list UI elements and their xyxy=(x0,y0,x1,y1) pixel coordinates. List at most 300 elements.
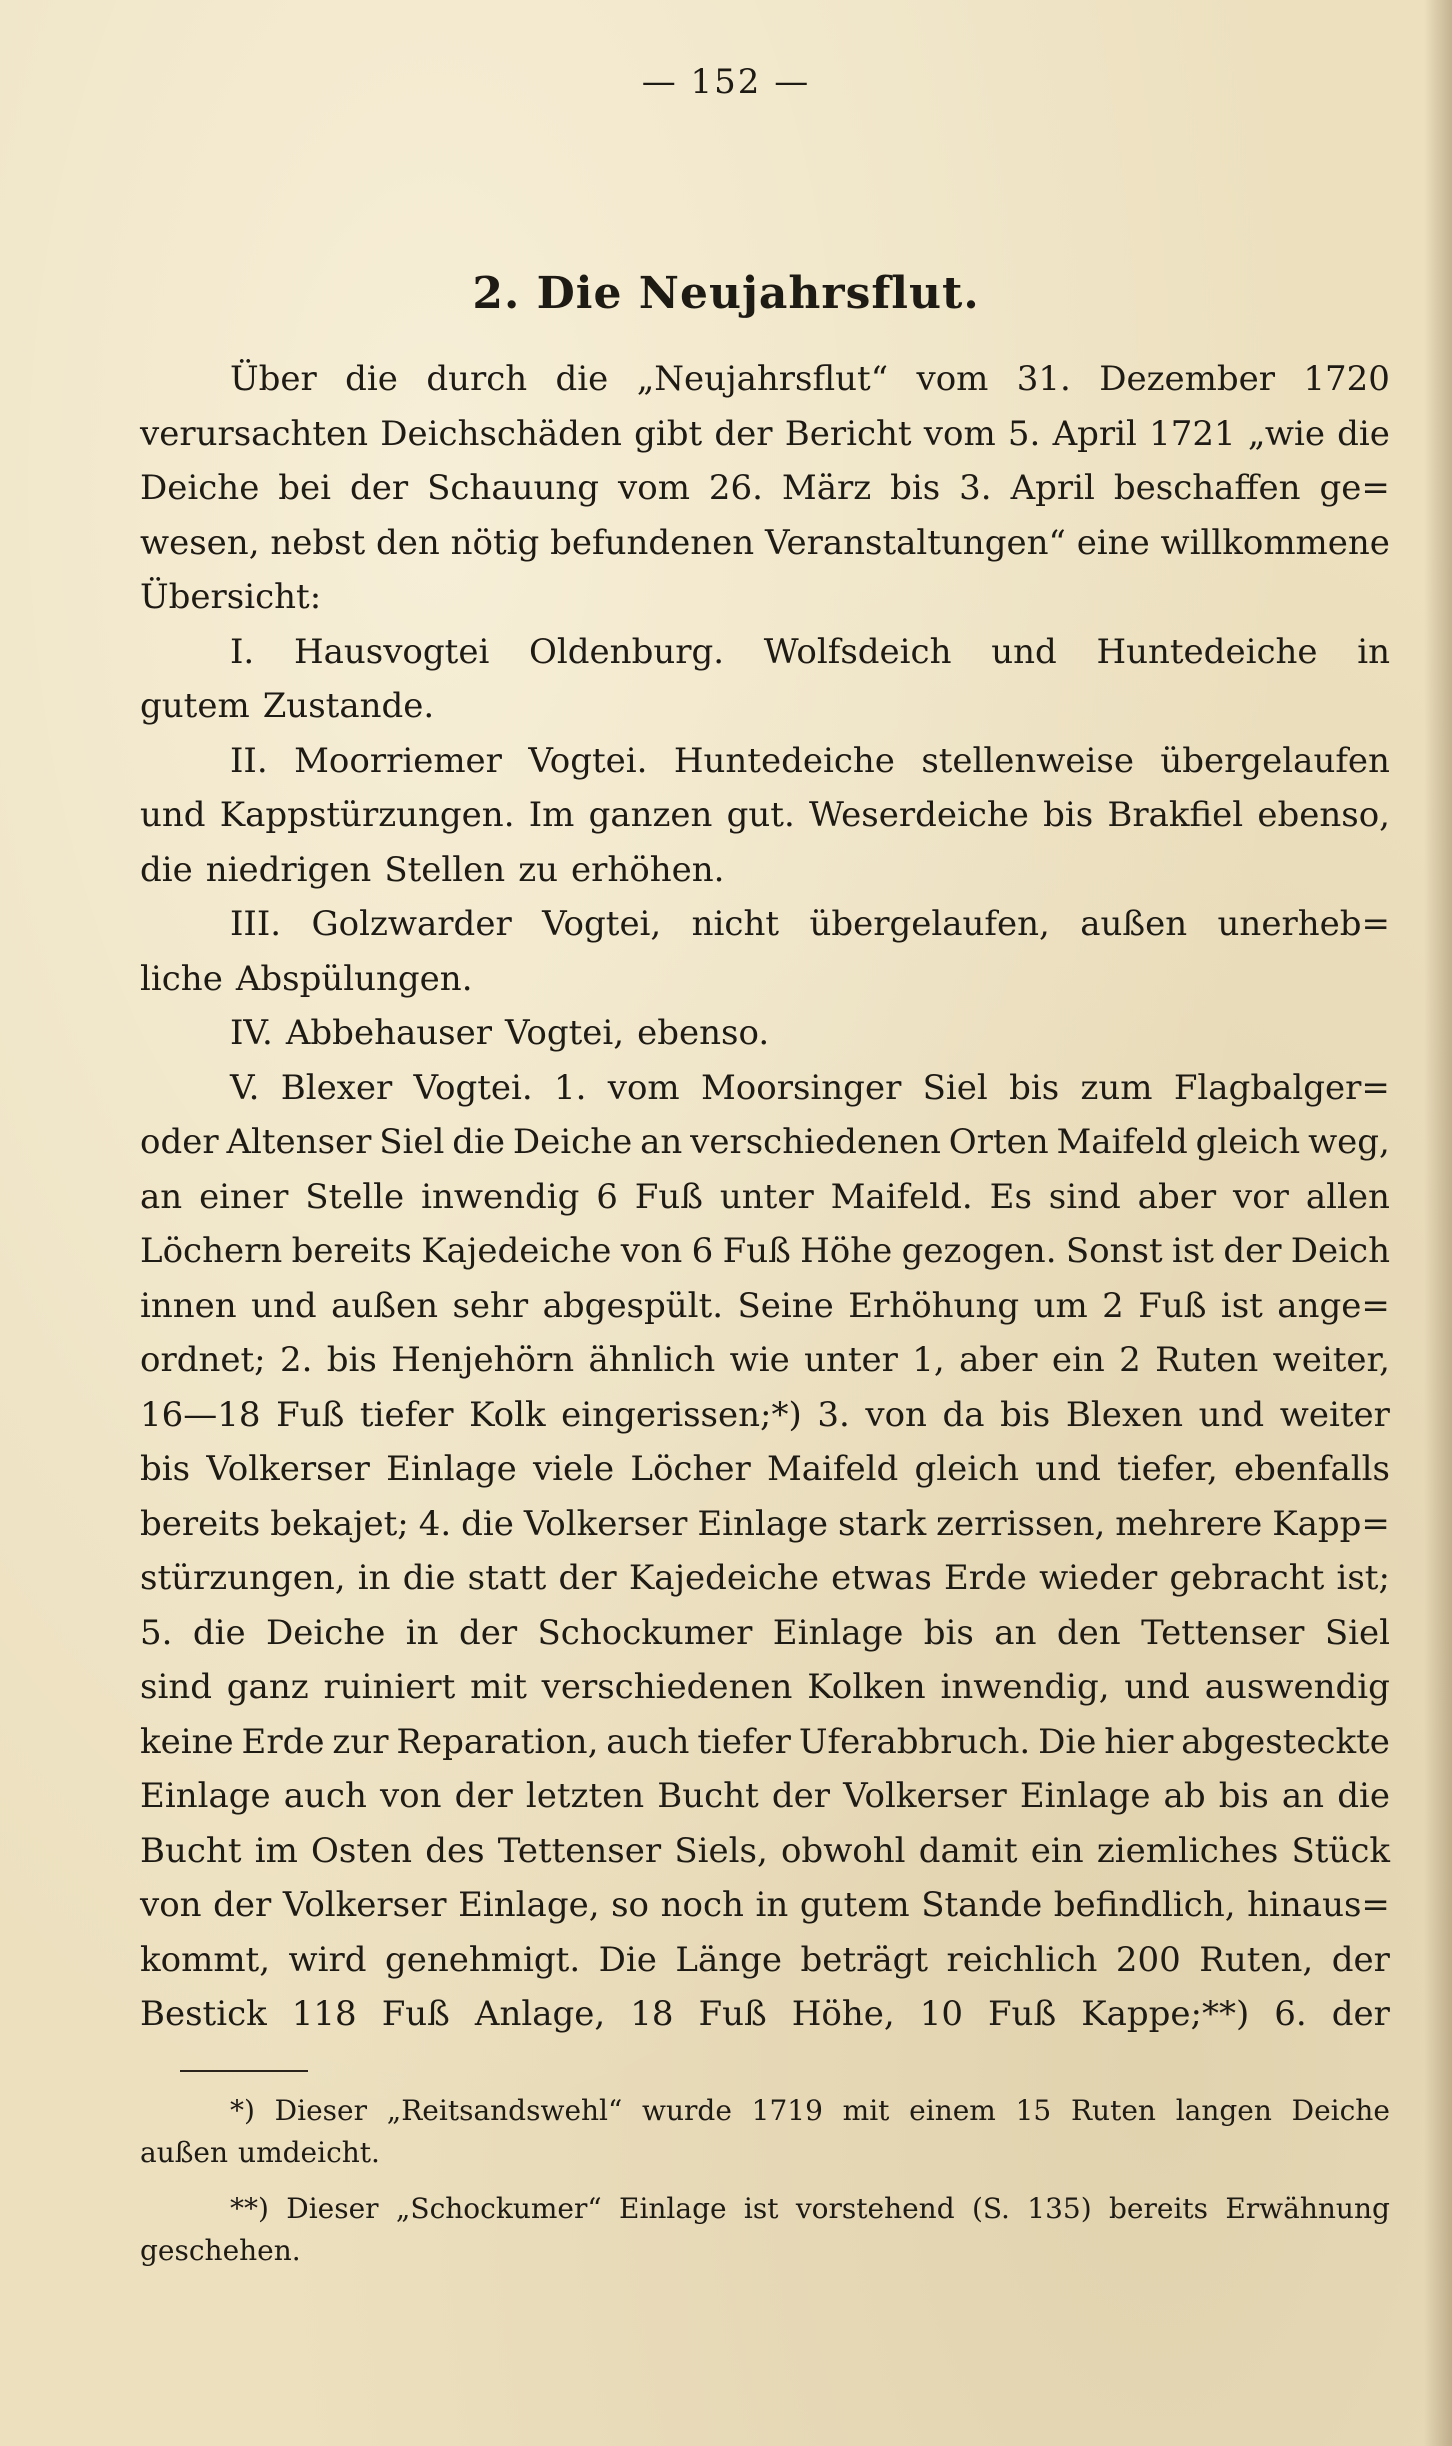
word: die xyxy=(1337,413,1390,454)
word: Ruten, xyxy=(1199,1939,1314,1980)
text-line xyxy=(140,1769,1390,1824)
word: ebenso. xyxy=(637,1013,770,1053)
word: Stück xyxy=(1291,1830,1390,1871)
word: Ruten xyxy=(1155,1340,1259,1380)
word: Volkerser xyxy=(282,1885,447,1925)
word: Vogtei. xyxy=(528,740,648,781)
word: 200 xyxy=(1115,1939,1181,1980)
word: die xyxy=(452,1122,506,1162)
word: des xyxy=(425,1830,485,1871)
word: April xyxy=(1052,413,1137,454)
word: oder xyxy=(140,1122,219,1162)
word: ein xyxy=(1030,1830,1084,1871)
word: die xyxy=(140,849,193,890)
word: 6. xyxy=(1274,1994,1307,2034)
word: um xyxy=(1033,1285,1088,1326)
word: tiefer, xyxy=(1117,1449,1218,1489)
word: vom xyxy=(607,1067,680,1108)
footnote-line xyxy=(140,2090,1390,2132)
word: 3. xyxy=(817,1394,850,1435)
word: liche xyxy=(140,958,223,999)
word: III. xyxy=(230,904,282,944)
word: zu xyxy=(518,849,558,890)
word: gibt xyxy=(634,413,703,454)
word: Kajedeiche xyxy=(628,1558,819,1598)
footnote-line xyxy=(140,2132,1390,2174)
word: der xyxy=(213,1885,272,1925)
word: der xyxy=(1331,1939,1390,1980)
word: abgespült. xyxy=(542,1285,724,1326)
word: Einlage xyxy=(140,1776,271,1816)
word: vom xyxy=(923,413,996,454)
word: viele xyxy=(532,1449,615,1489)
word: wird xyxy=(288,1939,367,1980)
word: stellenweise xyxy=(921,740,1134,781)
word: Volkerser xyxy=(206,1449,370,1489)
text-line xyxy=(140,1442,1390,1497)
word: die xyxy=(192,1612,246,1653)
word: aber xyxy=(1137,1176,1217,1217)
word: vom xyxy=(916,359,989,399)
word: Siel xyxy=(1324,1612,1390,1653)
footnote-line xyxy=(140,2188,1390,2230)
word: mehrere xyxy=(1115,1503,1263,1544)
word: IV. xyxy=(230,1013,273,1053)
text-line xyxy=(140,1551,1390,1606)
word: Altenser xyxy=(226,1122,372,1162)
word: Henjehörn xyxy=(391,1340,575,1380)
word: Huntedeiche xyxy=(1096,631,1318,672)
word: Kappe;**) xyxy=(1081,1994,1250,2034)
word: geschehen. xyxy=(140,2234,301,2267)
word: Seine xyxy=(737,1285,834,1326)
word: willkommene xyxy=(1160,522,1390,563)
word: der xyxy=(1223,1231,1282,1271)
word: Erde xyxy=(943,1558,1027,1598)
word: langen xyxy=(1175,2094,1272,2127)
word: bereits xyxy=(291,1231,412,1271)
text-line xyxy=(140,1333,1390,1388)
word: bekajet; xyxy=(270,1503,409,1544)
word: letzten xyxy=(525,1776,645,1816)
text-line xyxy=(140,461,1390,516)
word: ist xyxy=(743,2192,779,2225)
word: gezogen. xyxy=(901,1231,1057,1271)
text-line xyxy=(140,570,1390,625)
word: bereits xyxy=(1109,2192,1209,2225)
word: Veranstaltungen“ xyxy=(765,522,1066,563)
word: Bucht xyxy=(657,1776,759,1816)
word: Deiche xyxy=(512,1122,633,1162)
word: übergelaufen xyxy=(1160,740,1390,781)
word: Einlage xyxy=(386,1449,517,1489)
word: gebracht xyxy=(1169,1558,1325,1598)
word: aber xyxy=(959,1340,1038,1380)
word: Anlage, xyxy=(474,1994,606,2034)
word: Reparation, xyxy=(396,1721,599,1762)
word: „Reitsandswehl“ xyxy=(386,2094,623,2127)
word: sind xyxy=(1048,1176,1121,1217)
word: Oldenburg. xyxy=(529,631,725,672)
word: sind xyxy=(140,1667,212,1707)
text-line xyxy=(140,1497,1390,1552)
word: I. xyxy=(230,631,255,672)
text-line xyxy=(140,1878,1390,1933)
word: Ruten xyxy=(1070,2094,1156,2127)
word: statt xyxy=(467,1558,547,1598)
word: ab xyxy=(1163,1776,1206,1816)
word: Fuß xyxy=(1138,1285,1207,1326)
word: so xyxy=(611,1885,650,1925)
word: gutem xyxy=(799,1885,910,1925)
word: Einlage xyxy=(697,1503,828,1544)
word: ein xyxy=(1051,1340,1105,1380)
word: bis xyxy=(890,468,941,508)
text-line xyxy=(140,352,1390,407)
word: Hausvogtei xyxy=(293,631,490,672)
word: „Schockumer“ xyxy=(395,2192,602,2225)
word: bis xyxy=(140,1449,191,1489)
word: bereits xyxy=(140,1503,261,1544)
word: Fuß xyxy=(276,1394,345,1435)
word: Deich xyxy=(1290,1231,1390,1271)
word: Löcher xyxy=(630,1449,751,1489)
word: Einlage xyxy=(1019,1776,1151,1816)
word: vor xyxy=(1232,1176,1289,1217)
word: „wie xyxy=(1247,413,1325,454)
word: den xyxy=(1056,1612,1121,1653)
word: Erwähnung xyxy=(1225,2192,1390,2225)
word: Kappstürzungen. xyxy=(219,795,515,835)
text-line xyxy=(140,407,1390,462)
word: niedrigen xyxy=(205,849,372,890)
word: Schockumer xyxy=(537,1612,753,1653)
word: Bericht xyxy=(784,413,912,454)
word: 1. xyxy=(553,1067,587,1108)
word: Deiche xyxy=(266,1612,386,1653)
word: und xyxy=(251,1285,317,1326)
word: außen xyxy=(1080,904,1188,944)
word: außen xyxy=(331,1285,439,1326)
word: in xyxy=(1357,631,1390,672)
word: inwendig xyxy=(421,1176,580,1217)
word: Die xyxy=(598,1939,657,1980)
word: in xyxy=(357,1558,391,1598)
word: einer xyxy=(199,1176,289,1217)
word: zur xyxy=(332,1721,389,1762)
word: Blexen xyxy=(1065,1394,1184,1435)
text-line xyxy=(140,897,1390,952)
word: Tettenser xyxy=(497,1830,662,1871)
word: ebenfalls xyxy=(1234,1449,1390,1489)
word: bei xyxy=(278,468,332,508)
text-line xyxy=(140,1061,1390,1116)
word: bis xyxy=(1218,1776,1269,1816)
word: nötig xyxy=(450,522,540,563)
word: weiter, xyxy=(1272,1340,1390,1380)
word: Siels, xyxy=(674,1830,768,1871)
word: 15 xyxy=(1015,2094,1052,2127)
word: V. xyxy=(230,1067,260,1108)
word: 2 xyxy=(1102,1285,1124,1326)
word: Deichschäden xyxy=(380,413,622,454)
word: der xyxy=(454,1776,513,1816)
word: hier xyxy=(1104,1721,1174,1762)
word: Löchern xyxy=(140,1231,283,1271)
word: Bestick xyxy=(140,1994,267,2034)
word: tiefer xyxy=(697,1721,791,1762)
word: außen xyxy=(140,2136,229,2169)
word: „Neujahrsflut“ xyxy=(636,359,889,399)
text-line xyxy=(140,1606,1390,1661)
word: von xyxy=(620,1231,683,1271)
word: Über xyxy=(230,359,317,399)
word: 135) xyxy=(1027,2192,1092,2225)
word: auch xyxy=(283,1776,367,1816)
word: Uferabbruch. xyxy=(798,1721,1031,1762)
word: verursachten xyxy=(140,413,369,454)
word: Kajedeiche xyxy=(421,1231,612,1271)
word: beschaffen xyxy=(1113,468,1301,508)
word: Volkerser xyxy=(843,1776,1007,1816)
word: 10 xyxy=(919,1994,963,2034)
text-line xyxy=(140,1279,1390,1334)
word: der xyxy=(458,1612,518,1653)
word: und xyxy=(140,795,206,835)
word: Siel xyxy=(922,1067,988,1108)
word: Vogtei, xyxy=(504,1013,625,1053)
word: Tettenser xyxy=(1141,1612,1305,1653)
word: bis xyxy=(1009,1067,1060,1108)
word: Höhe, xyxy=(791,1994,895,2034)
word: Brakfiel xyxy=(1107,795,1244,835)
word: hinaus= xyxy=(1247,1885,1390,1925)
word: mit xyxy=(470,1667,527,1707)
word: an xyxy=(994,1612,1037,1653)
text-line xyxy=(140,788,1390,843)
word: befundenen xyxy=(550,522,755,563)
word: ganz xyxy=(226,1667,309,1707)
word: 1719 xyxy=(751,2094,823,2127)
word: Vogtei. xyxy=(413,1067,533,1108)
word: in xyxy=(405,1612,439,1653)
text-line xyxy=(140,1006,1390,1061)
word: tiefer xyxy=(359,1394,454,1435)
word: da xyxy=(942,1394,985,1435)
word: April xyxy=(1010,468,1095,508)
word: Siel xyxy=(379,1122,445,1162)
word: Orten xyxy=(948,1122,1049,1162)
word: genehmigt. xyxy=(385,1939,581,1980)
word: Übersicht: xyxy=(140,577,322,617)
word: Moorriemer xyxy=(294,740,502,781)
chapter-title: 2. Die Neujahrsflut. xyxy=(472,268,980,319)
word: an xyxy=(140,1176,183,1217)
word: kommt, xyxy=(140,1939,271,1980)
word: der xyxy=(1331,1994,1390,2034)
word: verschiedenen xyxy=(690,1122,941,1162)
word: der xyxy=(714,413,773,454)
page-spine-shadow xyxy=(1424,0,1452,2446)
footnote-gap xyxy=(140,2174,1390,2188)
word: 6 xyxy=(691,1231,714,1271)
word: ist xyxy=(1171,1231,1214,1271)
word: 1720 xyxy=(1303,359,1390,399)
word: auswendig xyxy=(1204,1667,1390,1707)
word: übergelaufen, xyxy=(809,904,1050,944)
word: 2 xyxy=(1119,1340,1141,1380)
word: ist xyxy=(1220,1285,1263,1326)
word: Einlage xyxy=(619,2192,727,2225)
word: Dezember xyxy=(1099,359,1276,399)
word: Fuß xyxy=(634,1176,703,1217)
word: bis xyxy=(326,1340,377,1380)
word: ist; xyxy=(1336,1558,1390,1598)
word: erhöhen. xyxy=(571,849,725,890)
word: ähnlich xyxy=(588,1340,716,1380)
word: Abspülungen. xyxy=(235,958,473,999)
word: Fuß xyxy=(381,1994,450,2034)
word: gleich xyxy=(914,1449,1020,1489)
text-line xyxy=(140,1224,1390,1279)
word: von xyxy=(140,1885,202,1925)
word: Golzwarder xyxy=(311,904,512,944)
word: den xyxy=(376,522,440,563)
word: Maifeld. xyxy=(830,1176,973,1217)
word: ordnet; xyxy=(140,1340,266,1380)
word: *) xyxy=(230,2094,255,2127)
word: Stellen xyxy=(384,849,506,890)
text-line xyxy=(140,625,1390,680)
word: gut. xyxy=(726,795,795,835)
word: Höhe xyxy=(800,1231,893,1271)
word: Sonst xyxy=(1065,1231,1163,1271)
text-line xyxy=(140,1933,1390,1988)
word: ebenso, xyxy=(1257,795,1390,835)
text-line xyxy=(140,1170,1390,1225)
word: mit xyxy=(842,2094,890,2127)
word: bis xyxy=(923,1612,974,1653)
word: wie xyxy=(729,1340,790,1380)
word: Bucht xyxy=(140,1830,242,1871)
word: im xyxy=(254,1830,298,1871)
word: wurde xyxy=(642,2094,732,2127)
word: eingerissen;*) xyxy=(561,1394,802,1435)
word: Kolk xyxy=(469,1394,546,1435)
word: weg, xyxy=(1308,1122,1390,1162)
word: 5. xyxy=(1007,413,1041,454)
text-line xyxy=(140,1824,1390,1879)
word: Im xyxy=(528,795,575,835)
word: von xyxy=(865,1394,927,1435)
word: stürzungen, xyxy=(140,1558,346,1598)
word: 3. xyxy=(959,468,992,508)
page-number: — 152 — xyxy=(641,62,811,102)
word: Maifeld xyxy=(1056,1122,1188,1162)
word: Dieser xyxy=(274,2094,367,2127)
word: 2. xyxy=(279,1340,313,1380)
text-line xyxy=(140,1987,1390,2042)
word: durch xyxy=(426,359,528,399)
word: Die xyxy=(1038,1721,1097,1762)
word: Moorsinger xyxy=(700,1067,902,1108)
word: 6 xyxy=(596,1176,618,1217)
word: befindlich, xyxy=(1053,1885,1236,1925)
word: Fuß xyxy=(698,1994,767,2034)
footnotes xyxy=(140,2090,1390,2272)
word: die xyxy=(1337,1776,1390,1816)
word: allen xyxy=(1305,1176,1390,1217)
word: auch xyxy=(606,1721,690,1762)
word: Abbehauser xyxy=(285,1013,492,1053)
word: verschiedenen xyxy=(541,1667,793,1707)
word: keine xyxy=(140,1721,234,1762)
word: weiter xyxy=(1279,1394,1390,1435)
footnote-line xyxy=(140,2230,1390,2272)
word: zerrissen, xyxy=(936,1503,1106,1544)
word: ruiniert xyxy=(323,1667,456,1707)
word: Einlage, xyxy=(458,1885,600,1925)
word: Deiche xyxy=(140,468,260,508)
word: etwas xyxy=(831,1558,932,1598)
word: Erde xyxy=(241,1721,325,1762)
word: vom xyxy=(618,468,690,508)
word: wesen, xyxy=(140,522,260,563)
word: innen xyxy=(140,1285,237,1326)
word: Schauung xyxy=(427,468,600,508)
word: März xyxy=(781,468,872,508)
word: unerheb= xyxy=(1217,904,1390,944)
word: abgesteckte xyxy=(1181,1721,1390,1762)
text-line xyxy=(140,734,1390,789)
word: von xyxy=(379,1776,442,1816)
word: nebst xyxy=(270,522,366,563)
word: bis xyxy=(1043,795,1094,835)
word: ge= xyxy=(1319,468,1390,508)
word: eine xyxy=(1076,522,1150,563)
text-line xyxy=(140,1115,1390,1170)
word: 4. xyxy=(418,1503,452,1544)
word: die xyxy=(345,359,398,399)
text-line xyxy=(140,1715,1390,1770)
word: und xyxy=(1124,1667,1190,1707)
word: bis xyxy=(1000,1394,1051,1435)
word: und xyxy=(991,631,1057,672)
text-line xyxy=(140,952,1390,1007)
word: unter xyxy=(804,1340,898,1380)
word: Wolfsdeich xyxy=(763,631,952,672)
word: wieder xyxy=(1039,1558,1158,1598)
word: gutem xyxy=(140,686,250,726)
word: 1721 xyxy=(1149,413,1236,454)
word: ganzen xyxy=(588,795,713,835)
word: (S. xyxy=(971,2192,1010,2225)
word: der xyxy=(771,1776,831,1816)
word: und xyxy=(1035,1449,1101,1489)
word: Volkerser xyxy=(523,1503,688,1544)
word: Kapp= xyxy=(1272,1503,1390,1544)
word: Maifeld xyxy=(766,1449,899,1489)
word: 16—18 xyxy=(140,1394,261,1435)
word: der xyxy=(558,1558,617,1598)
word: einem xyxy=(909,2094,996,2127)
word: Deiche xyxy=(1291,2094,1390,2127)
word: Kolken xyxy=(807,1667,926,1707)
text-line xyxy=(140,1660,1390,1715)
word: Osten xyxy=(311,1830,413,1871)
word: ziemliches xyxy=(1096,1830,1279,1871)
text-line xyxy=(140,516,1390,571)
